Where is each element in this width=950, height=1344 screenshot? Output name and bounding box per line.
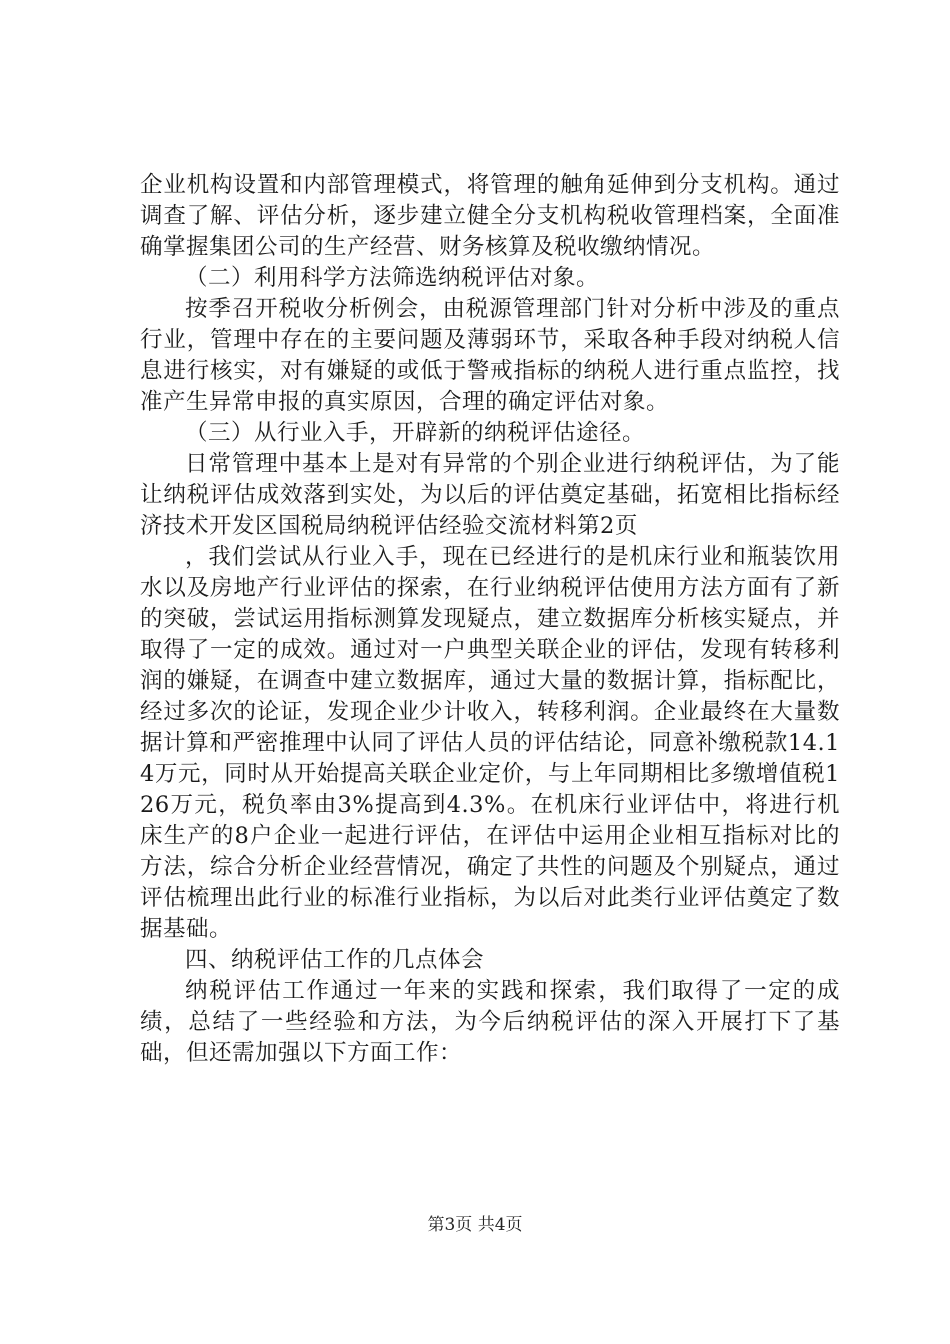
section-heading-3: （三）从行业入手，开辟新的纳税评估途径。 — [185, 420, 646, 446]
page-footer — [0, 1214, 950, 1236]
page-number-label: 第3页 共4页 — [427, 1215, 523, 1235]
paragraph-3: 按季召开税收分析例会，由税源管理部门针对分析中涉及的重点行业，管理中存在的主要问题及薄弱环节，采取各种手段对纳税人信息进行核实，对有嫌疑的或低于警戒指标的纳税人进行重点监控，找准产生异常申报的真实原因，合理的确定评估对象。 — [140, 296, 840, 415]
paragraph-5: 日常管理中基本上是对有异常的个别企业进行纳税评估，为了能让纳税评估成效落到实处，为以后的评估奠定基础，拓宽相比指标经济技术开发区国税局纳税评估经验交流材料第2页 — [140, 451, 840, 539]
section-heading-4: 四、纳税评估工作的几点体会 — [185, 947, 485, 973]
paragraph-8: 纳税评估工作通过一年来的实践和探索，我们取得了一定的成绩，总结了一些经验和方法，为今后纳税评估的深入开展打下了基础，但还需加强以下方面工作： — [140, 978, 840, 1066]
section-heading-2: （二）利用科学方法筛选纳税评估对象。 — [185, 265, 600, 291]
paragraph-6: ，我们尝试从行业入手，现在已经进行的是机床行业和瓶装饮用水以及房地产行业评估的探索，在行业纳税评估使用方法方面有了新的突破，尝试运用指标测算发现疑点，建立数据库分析核实疑点，并取得了一定的成效。通过对一户典型关联企业的评估，发现有转移利润的嫌疑，在调查中建立数据库，通过大量的数据计算，指标配比，经过多次的论证，发现企业少计收入，转移利润。企业最终在大量数据计算和严密推理中认同了评估人员的评估结论，同意补缴税款14.14万元，同时从开始提高关联企业定价，与上年同期相比多缴增值税126万元，税负率由3%提高到4.3%。在机床行业评估中，将进行机床生产的8户企业一起进行评估，在评估中运用企业相互指标对比的方法，综合分析企业经营情况，确定了共性的问题及个别疑点，通过评估梳理出此行业的标准行业指标，为以后对此类行业评估奠定了数据基础。 — [140, 544, 840, 942]
document-body — [140, 170, 840, 1069]
paragraph-1: 企业机构设置和内部管理模式，将管理的触角延伸到分支机构。通过调查了解、评估分析，逐步建立健全分支机构税收管理档案，全面准确掌握集团公司的生产经营、财务核算及税收缴纳情况。 — [140, 172, 840, 260]
